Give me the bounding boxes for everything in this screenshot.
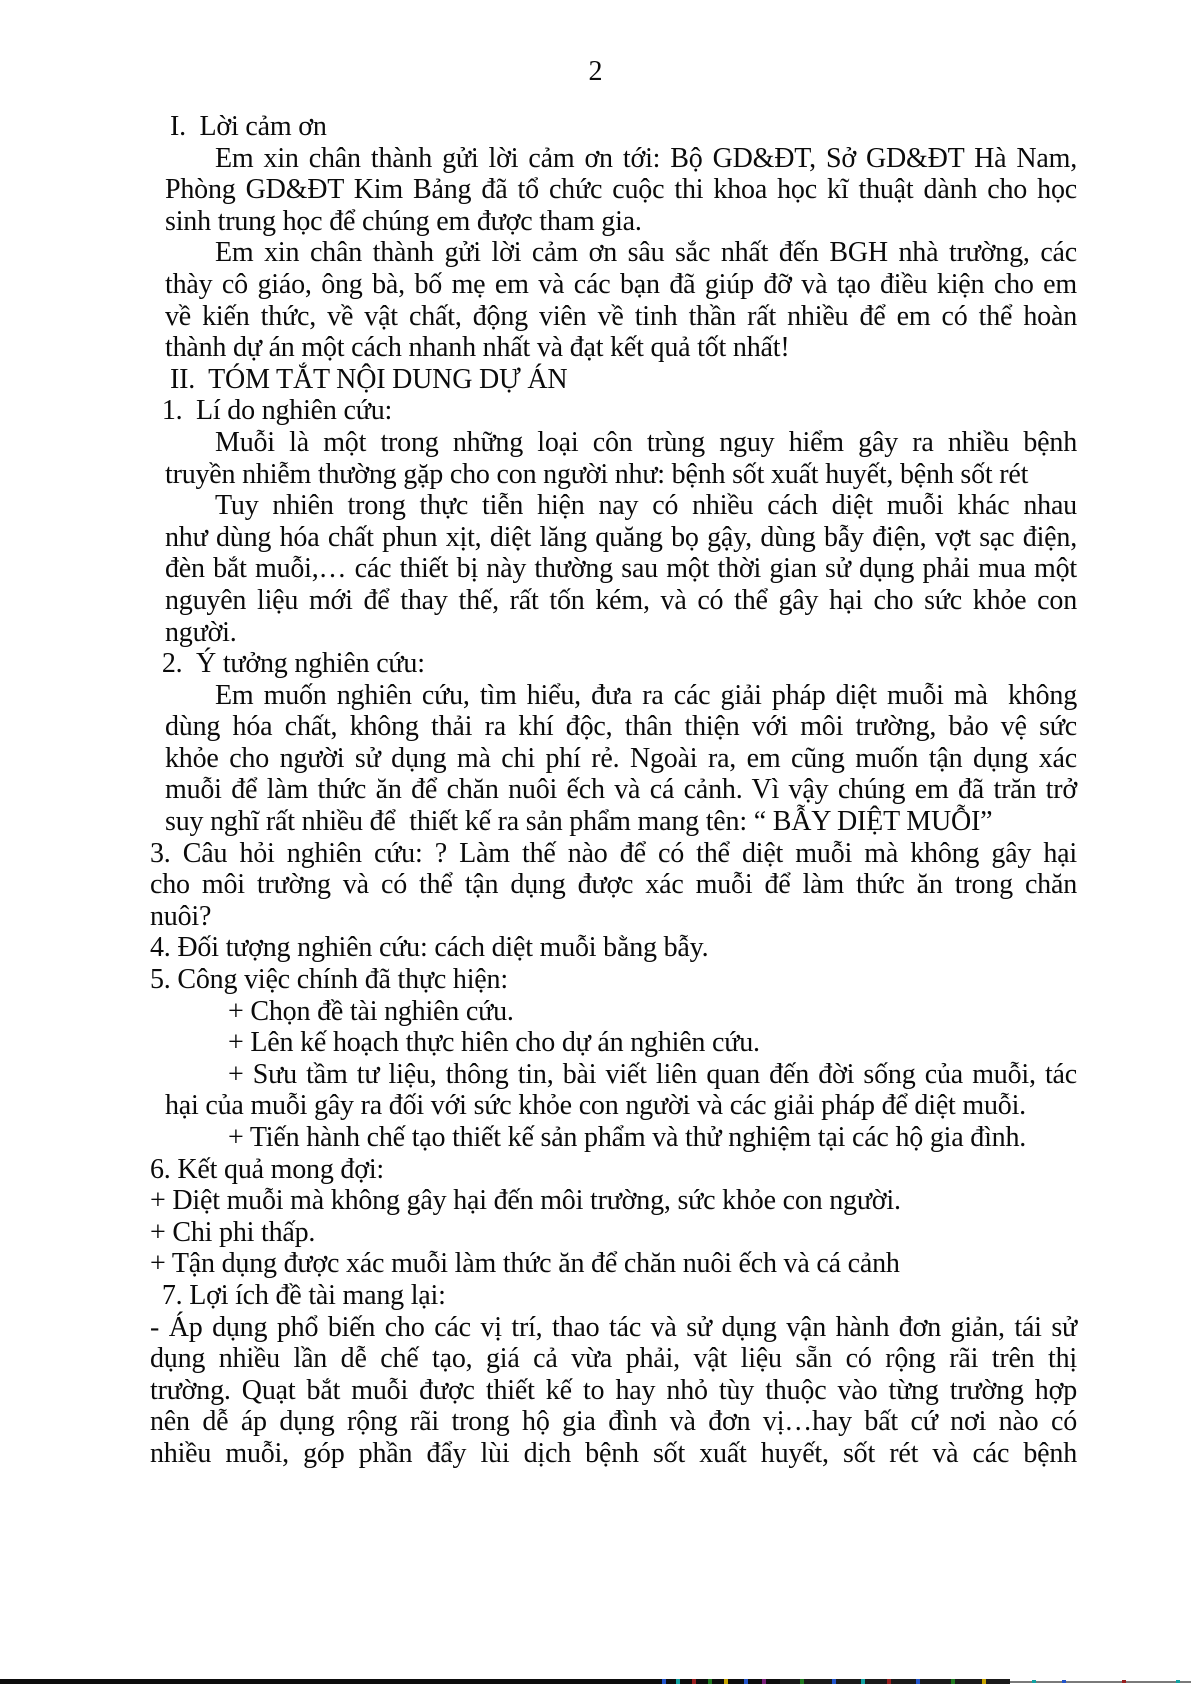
text-line: 7. Lợi ích đề tài mang lại: [155,1279,446,1311]
text-line: I. Lời cảm ơn [170,111,327,142]
artifact-speck [1176,1680,1180,1683]
text-line: 3. Câu hỏi nghiên cứu: ? Làm thế nào để có thể diệt muỗi mà không gây hại [150,837,1077,869]
text-line: Em xin chân thành gửi lời cảm ơn sâu sắc nhất đến BGH nhà trường, các [215,237,1077,269]
text-line: 5. Công việc chính đã thực hiện: [150,964,508,996]
artifact-speck [800,1679,804,1684]
text-line: + Chi phi thấp. [150,1216,316,1248]
paragraph [165,143,1077,238]
text-line: 4. Đối tượng nghiên cứu: cách diệt muỗi bằng bẫy. [150,932,709,964]
text-line: Muỗi là một trong những loại côn trùng nguy hiểm gây ra nhiều bệnh [215,426,1077,458]
artifact-bar-mid [780,1679,1010,1684]
text-line: 1. Lí do nghiên cứu: [155,395,393,427]
paragraph [228,996,1077,1028]
text-line: dụng nhiều lần dễ chế tạo, giá cả vừa phải, vật liệu sẵn có rộng rãi trên thị [150,1343,1077,1375]
text-line: suy nghĩ rất nhiều để thiết kế ra sản phẩm mang tên: “ BẪY DIỆT MUỖI” [165,806,993,838]
text-line: Tuy nhiên trong thực tiễn hiện nay có nhiều cách diệt muỗi khác nhau [215,490,1077,522]
text-line: hại của muỗi gây ra đối với sức khỏe con người và các giải pháp để diệt muỗi. [165,1090,1026,1122]
artifact-speck [692,1679,696,1684]
artifact-speck [676,1679,680,1684]
paragraph [150,1217,1077,1249]
paragraph [155,395,1077,427]
paragraph [155,1280,1077,1312]
artifact-speck [724,1679,728,1684]
text-line: truyền nhiễm thường gặp cho con người như: bệnh sốt xuất huyết, bệnh sốt rét [165,458,1029,490]
text-line: người. [165,616,237,648]
artifact-speck [951,1679,955,1684]
text-line: 6. Kết quả mong đợi: [150,1153,385,1185]
text-line: như dùng hóa chất phun xịt, diệt lăng quăng bọ gậy, dùng bẫy điện, vợt sạc điện, [165,521,1077,553]
text-line: khỏe cho người sử dụng mà chi phí rẻ. Ngoài ra, em cũng muốn tận dụng xác [165,742,1077,774]
text-line: Phòng GD&ĐT Kim Bảng đã tổ chức cuộc thi khoa học kĩ thuật dành cho học [165,174,1077,206]
text-line: nhiều muỗi, góp phần đẩy lùi dịch bệnh sốt xuất huyết, sốt rét và các bệnh [150,1437,1077,1469]
paragraph [170,364,1077,396]
text-line: dùng hóa chất, không thải ra khí độc, thân thiện với môi trường, bảo vệ sức [165,711,1077,743]
page-number: 2 [588,56,603,87]
paragraph [165,680,1077,838]
artifact-speck [1062,1680,1066,1683]
paragraph [165,237,1077,363]
paragraph [165,427,1077,490]
artifact-line-right [1010,1681,1191,1683]
paragraph [150,1185,1077,1217]
artifact-speck [916,1679,920,1684]
text-line: II. TÓM TẮT NỘI DUNG DỰ ÁN [170,363,568,395]
artifact-speck [662,1679,666,1684]
text-line: - Áp dụng phổ biến cho các vị trí, thao tác và sử dụng vận hành đơn giản, tái sử [150,1311,1077,1343]
text-line: nên dễ áp dụng rộng rãi trong hộ gia đình và đơn vị…hay bất cứ nơi nào có [150,1406,1077,1438]
text-line: thày cô giáo, ông bà, bố mẹ em và các bạn đã giúp đỡ và tạo điều kiện cho em [165,268,1077,300]
text-line: + Diệt muỗi mà không gây hại đến môi trường, sức khỏe con người. [150,1185,901,1217]
page-bottom-artifact [0,1678,1191,1685]
text-line: Em muốn nghiên cứu, tìm hiểu, đưa ra các giải pháp diệt muỗi mà không [215,679,1077,711]
text-line: muỗi để làm thức ăn để chăn nuôi ếch và cá cảnh. Vì vậy chúng em đã trăn trở [165,774,1077,806]
artifact-speck [982,1679,986,1684]
paragraph [155,648,1077,680]
text-line: + Chọn đề tài nghiên cứu. [228,995,514,1027]
text-line: đèn bắt muỗi,… các thiết bị này thường sau một thời gian sử dụng phải mua một [165,553,1077,585]
artifact-speck [744,1679,748,1684]
text-line: sinh trung học để chúng em được tham gia. [165,205,642,237]
paragraph [150,964,1077,996]
artifact-speck [832,1679,836,1684]
text-line: 2. Ý tưởng nghiên cứu: [155,648,425,680]
text-line: về kiến thức, về vật chất, động viên về tinh thần rất nhiều để em có thể hoàn [165,300,1077,332]
paragraph [228,1122,1077,1154]
text-line: + Sưu tầm tư liệu, thông tin, bài viết liên quan đến đời sống của muỗi, tác [228,1058,1077,1090]
text-line: + Tiến hành chế tạo thiết kế sản phẩm và thử nghiệm tại các hộ gia đình. [228,1122,1027,1153]
paragraph [150,1312,1077,1470]
text-line: nuôi? [150,900,212,932]
text-line: cho môi trường và có thể tận dụng được xác muỗi để làm thức ăn trong chăn [150,869,1077,901]
paragraph [150,838,1077,933]
artifact-speck [887,1679,891,1684]
text-line: thành dự án một cách nhanh nhất và đạt kết quả tốt nhất! [165,332,790,364]
artifact-speck [1122,1680,1126,1683]
document-body [150,111,1077,1470]
paragraph [150,1248,1077,1280]
paragraph [170,111,1077,143]
text-line: + Lên kế hoạch thực hiên cho dự án nghiên cứu. [228,1027,760,1059]
text-line: + Tận dụng được xác muỗi làm thức ăn để chăn nuôi ếch và cá cảnh [150,1248,900,1280]
artifact-speck [861,1679,865,1684]
artifact-speck [762,1679,766,1684]
text-line: nguyên liệu mới để thay thế, rất tốn kém, và có thể gây hại cho sức khỏe con [165,584,1077,616]
paragraph [150,1154,1077,1186]
artifact-speck [708,1679,712,1684]
paragraph [228,1027,1077,1059]
paragraph [165,490,1077,648]
paragraph [150,932,1077,964]
paragraph [165,1059,1077,1122]
text-line: trường. Quạt bắt muỗi được thiết kế to hay nhỏ tùy thuộc vào từng trường hợp [150,1374,1077,1406]
artifact-speck [1032,1680,1036,1683]
text-line: Em xin chân thành gửi lời cảm ơn tới: Bộ GD&ĐT, Sở GD&ĐT Hà Nam, [215,142,1077,174]
